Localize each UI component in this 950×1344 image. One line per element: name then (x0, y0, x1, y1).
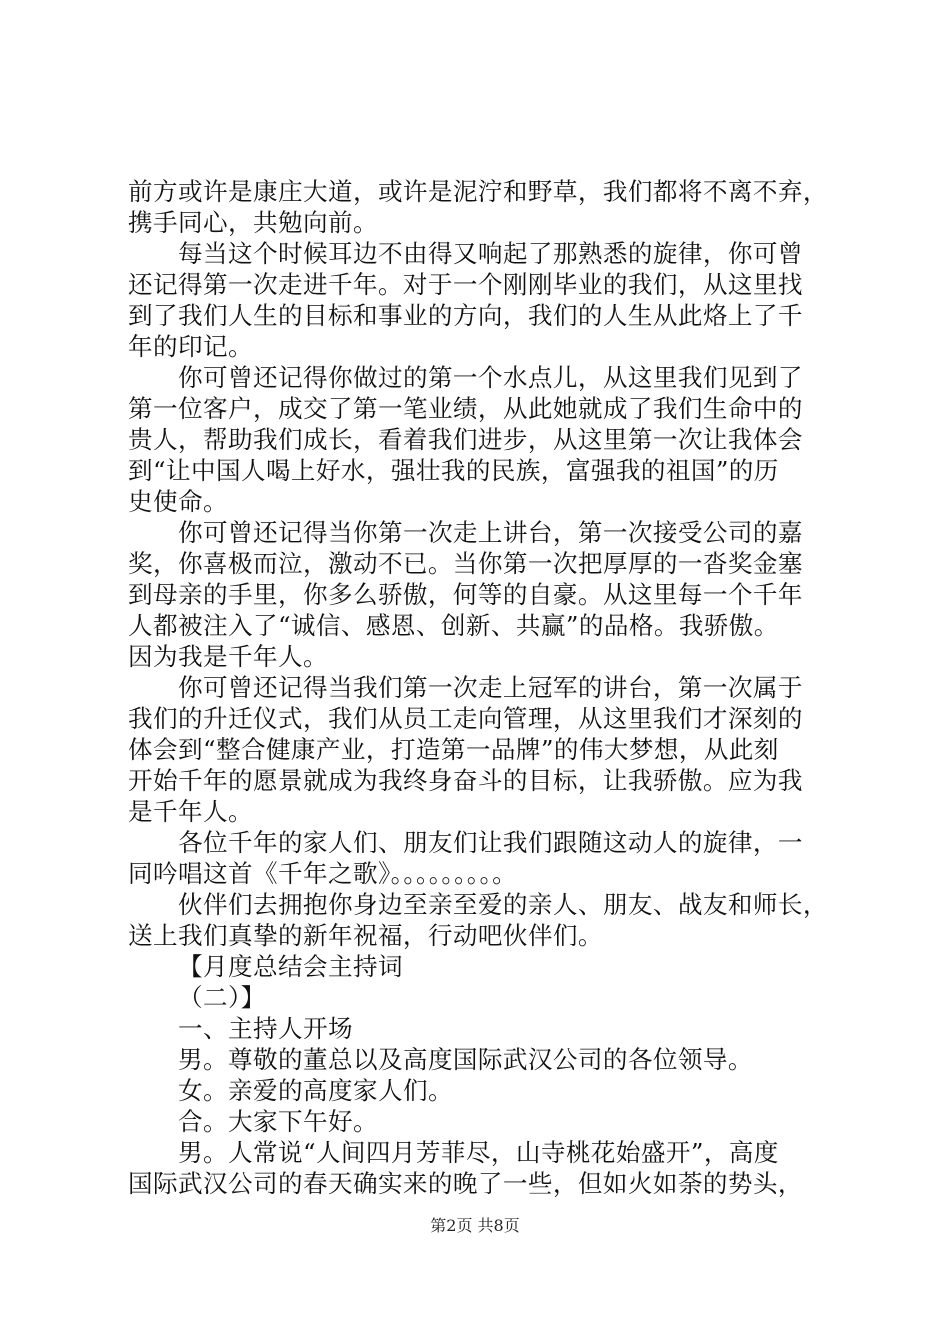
text-line: 贵人，帮助我们成长，看着我们进步，从这里第一次让我体会 (128, 425, 803, 454)
text-line: 你可曾还记得你做过的第一个水点儿，从这里我们见到了 (178, 363, 803, 392)
text-line: 奖，你喜极而泣，激动不已。当你第一次把厚厚的一沓奖金塞 (128, 549, 803, 578)
text-line: 体会到“整合健康产业，打造第一品牌”的伟大梦想，从此刻 (128, 735, 779, 764)
text-line: 还记得第一次走进千年。对于一个刚刚毕业的我们，从这里找 (128, 270, 803, 299)
text-line: 到母亲的手里，你多么骄傲，何等的自豪。从这里每一个千年 (128, 580, 803, 609)
text-line: 一、主持人开场 (178, 1014, 353, 1043)
text-line: 史使命。 (128, 487, 228, 516)
text-line: 人都被注入了“诚信、感恩、创新、共赢”的品格。我骄傲。 (128, 611, 779, 640)
text-line: （二）】 (178, 983, 266, 1012)
text-line: 【月度总结会主持词 (178, 952, 403, 981)
text-line: 携手同心，共勉向前。 (128, 208, 378, 237)
text-line: 开始千年的愿景就成为我终身奋斗的目标，让我骄傲。应为我 (128, 766, 803, 795)
text-line: 第一位客户，成交了第一笔业绩，从此她就成了我们生命中的 (128, 394, 803, 423)
text-line: 送上我们真挚的新年祝福，行动吧伙伴们。 (128, 921, 603, 950)
text-line: 男。人常说“人间四月芳菲尽，山寺桃花始盛开”，高度 (178, 1138, 779, 1167)
text-line: 我们的升迁仪式，我们从员工走向管理，从这里我们才深刻的 (128, 704, 803, 733)
text-line: 同吟唱这首《千年之歌》。。。。。。。。。 (128, 859, 518, 888)
text-line: 伙伴们去拥抱你身边至亲至爱的亲人、朋友、战友和师长， (178, 890, 828, 919)
text-line: 年的印记。 (128, 332, 253, 361)
text-line: 前方或许是康庄大道，或许是泥泞和野草，我们都将不离不弃， (128, 177, 828, 206)
document-body (128, 176, 832, 1199)
text-line: 男。尊敬的董总以及高度国际武汉公司的各位领导。 (178, 1045, 753, 1074)
text-line: 因为我是千年人。 (128, 642, 328, 671)
text-line: 是千年人。 (128, 797, 253, 826)
text-line: 国际武汉公司的春天确实来的晚了一些，但如火如荼的势头， (128, 1169, 803, 1198)
text-line: 到了我们人生的目标和事业的方向，我们的人生从此烙上了千 (128, 301, 803, 330)
text-line: 各位千年的家人们、朋友们让我们跟随这动人的旋律，一 (178, 828, 803, 857)
page-footer: 第2页 共8页 (430, 1216, 520, 1235)
text-line: 你可曾还记得当我们第一次走上冠军的讲台，第一次属于 (178, 673, 803, 702)
text-line: 每当这个时候耳边不由得又响起了那熟悉的旋律，你可曾 (178, 239, 803, 268)
text-line: 女。亲爱的高度家人们。 (178, 1076, 453, 1105)
text-line: 合。大家下午好。 (178, 1107, 378, 1136)
text-line: 到“让中国人喝上好水，强壮我的民族，富强我的祖国”的历 (128, 456, 779, 485)
text-line: 你可曾还记得当你第一次走上讲台，第一次接受公司的嘉 (178, 518, 803, 547)
